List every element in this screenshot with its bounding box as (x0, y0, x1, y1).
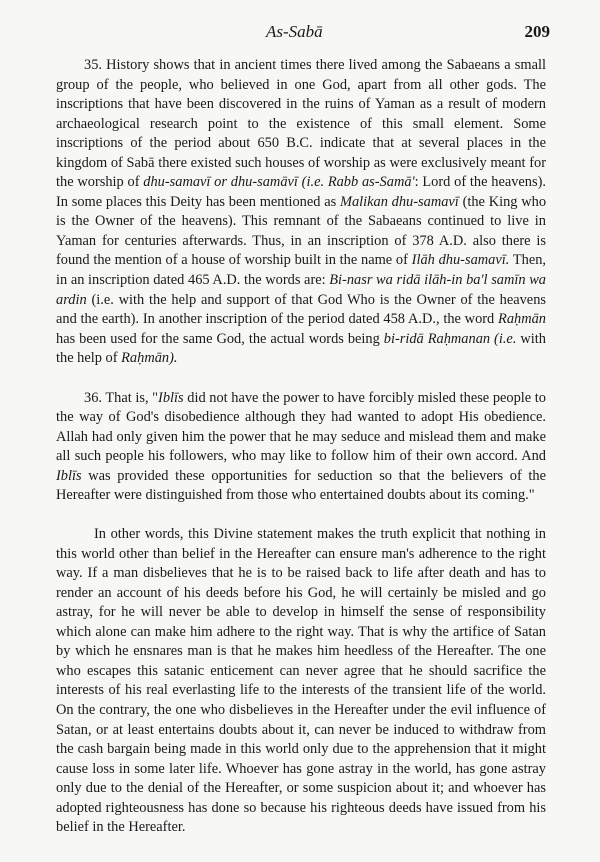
text-segment-italic: Iblīs (158, 389, 184, 406)
text-segment: : Lord of the heavens). In some places this Deity has been mentioned as (56, 174, 546, 210)
text-segment-italic: Malikan dhu-samavī (339, 193, 459, 210)
page-number: 209 (524, 22, 550, 41)
text-segment-italic: bi-ridā Raḥmanan (i.e. (383, 330, 517, 347)
text-segment: Then, in an inscription dated 465 A.D. the words are: (56, 252, 546, 289)
text-segment: In other words, this Divine statement makes the truth explicit that nothing in this world other than belief in the Hereafter can ensure man's adherence to the right way. If a man disbelieves that he is to be raised back to life after death and has to render an account of his deeds before his God, he will certainly be misled and go astray, for he will never be able to develop in himself the sense of responsibility which alone can make him adhere to the right way. That is why the artifice of Satan by which he ensnares man is that he makes him heedless of the Hereafter. The one who escapes this satanic enticement can never agree that he should sacrifice the interests of his real everlasting life to the interests of the transient life of the world. On the contrary, the one who disbelieves in the Hereafter under the evil influence of Satan, or at least entertains doubts about it, can never be induced to withdraw from the cash bargain being made in this world only due to the apprehension that it might cause loss in some later life. Whoever has gone astray in the world, has gone astray only due to the denial of the Hereafter, or some suspicion about it; and whoever has adopted righteousness has done so because his righteous deeds have issued from his belief in the Hereafter. (56, 526, 546, 836)
paragraph-commentary (56, 525, 546, 838)
text-segment-italic: Iblīs (56, 467, 82, 484)
text-segment-italic: Raḥmān). (121, 350, 178, 367)
text-segment-italic: Raḥmān (498, 311, 546, 328)
text-segment-italic: dhu-samavī or dhu-samāvī (i.e. Rabb as-Samā' (143, 174, 415, 191)
text-segment: (the King who is the Owner of the heavens). This remnant of the Sabaeans continued to live in Yaman for centuries afterwards. Thus, in an inscription of 378 A.D. also there is found the mention of a house of worship built in the name of (56, 193, 547, 269)
text-segment: 35. History shows that in ancient times there lived among the Sabaeans a small group of the people, who believed in one God, apart from all other gods. The inscriptions that have been discovered in the ruins of Yaman as a result of modern archaeological research point to the existence of this small element. Some inscriptions of the period about 650 B.C. indicate that at several places in the kingdom of Sabā there existed such houses of worship as were exclusively meant for the worship of (56, 57, 546, 191)
page-header (0, 22, 600, 46)
text-segment: 36. That is, " (84, 389, 159, 406)
text-segment-italic: Bi-nasr wa ridā ilāh-in ba'l samīn wa ardin (56, 272, 546, 308)
text-segment: (i.e. with the help and support of that God Who is the Owner of the heavens and the earth). In another inscription of the period dated 458 A.D., the word (56, 291, 546, 328)
running-title: As-Sabā (266, 22, 323, 41)
text-segment: did not have the power to have forcibly misled these people to the way of God's disobedience although they had wanted to adopt His obedience. Allah had only given him the power that he may seduce and mislead them and make all such people his followers, who may like to follow him of their own accord. And (56, 389, 546, 465)
text-segment: was provided these opportunities for seduction so that the believers of the Hereafter were distinguished from those who entertained doubts about its coming." (56, 467, 546, 504)
paragraph-note-36 (56, 389, 546, 506)
page-body (56, 56, 546, 838)
text-segment-italic: Ilāh dhu-samavī. (411, 252, 510, 269)
paragraph-note-35 (56, 56, 546, 369)
text-segment: has been used for the same God, the actual words being (56, 330, 384, 347)
text-segment: with the help of (56, 330, 546, 367)
